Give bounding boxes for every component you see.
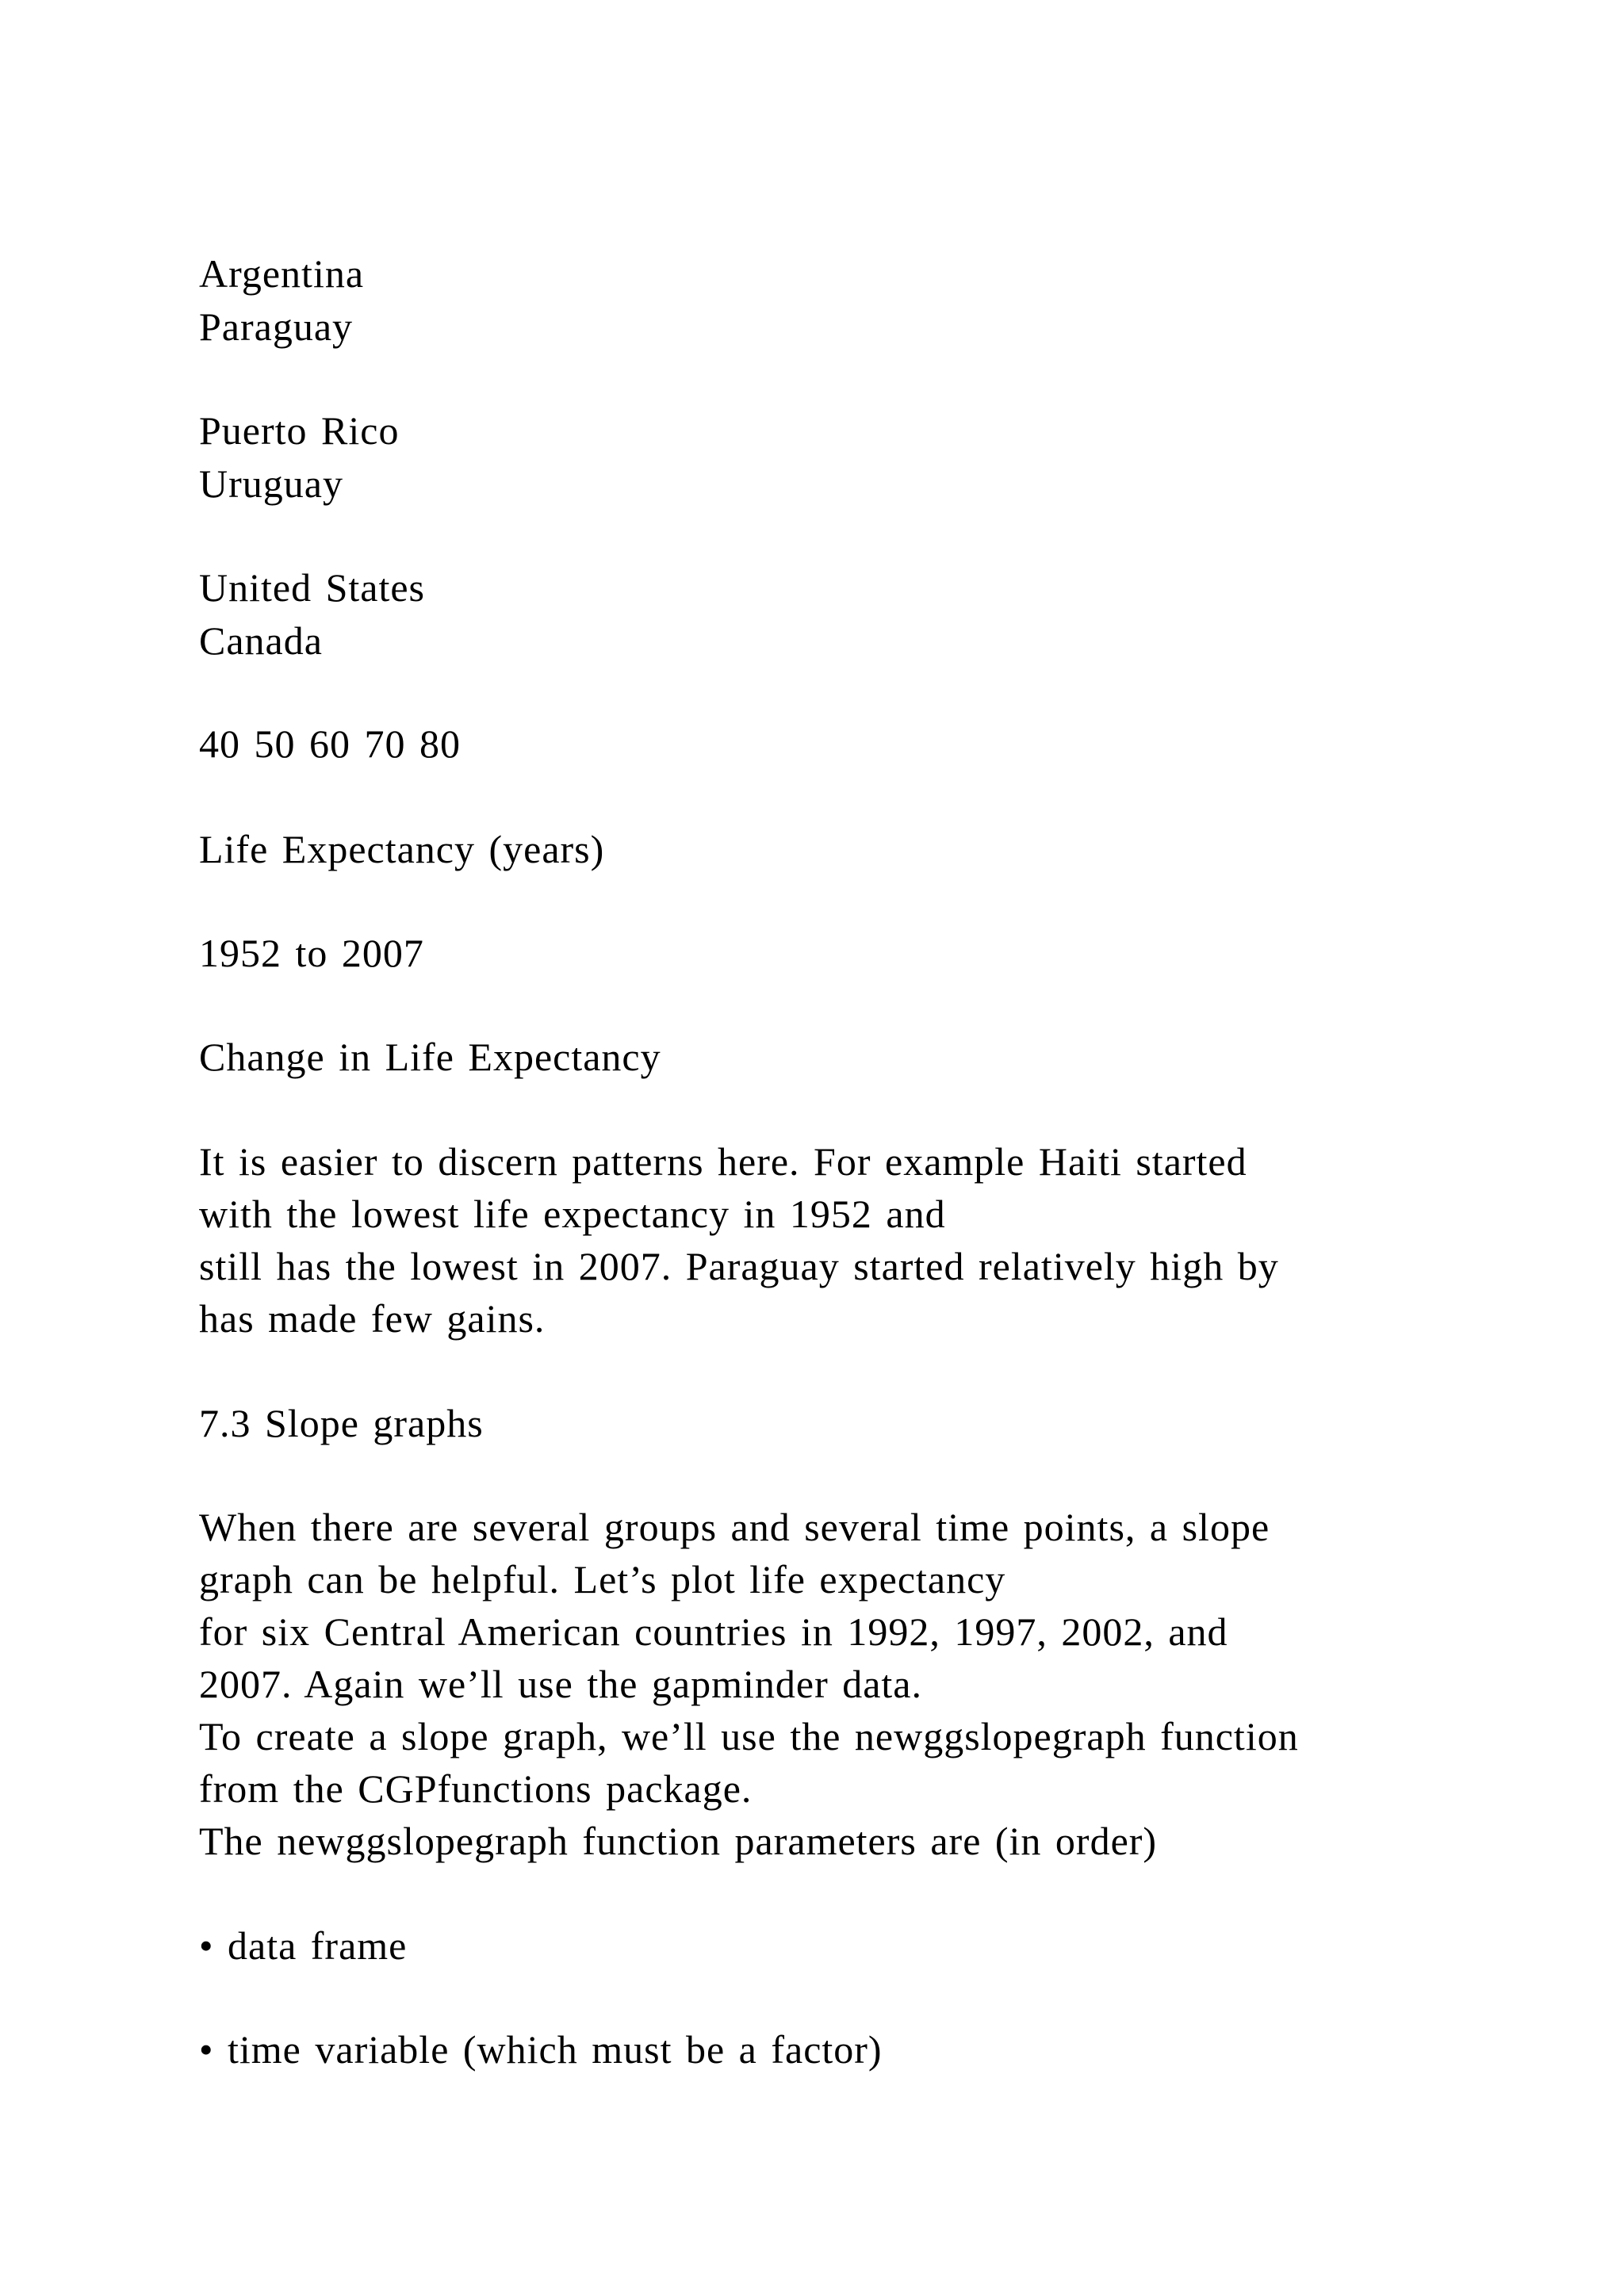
label-paraguay: Paraguay: [199, 304, 354, 349]
paragraph2-line-3: for six Central American countries in 1992, 1997, 2002, and: [199, 1609, 1228, 1654]
paragraph-line-3: still has the lowest in 2007. Paraguay started relatively high by: [199, 1244, 1279, 1288]
label-argentina: Argentina: [199, 251, 365, 296]
bullet-data-frame: • data frame: [199, 1923, 408, 1968]
label-puerto-rico: Puerto Rico: [199, 408, 400, 453]
chart-subtitle: 1952 to 2007: [199, 931, 424, 975]
label-canada: Canada: [199, 618, 323, 663]
axis-title: Life Expectancy (years): [199, 827, 605, 871]
bullet-time-variable: • time variable (which must be a factor): [199, 2027, 883, 2072]
label-uruguay: Uruguay: [199, 461, 343, 506]
paragraph-line-2: with the lowest life expectancy in 1952 and: [199, 1192, 946, 1236]
paragraph2-line-4: 2007. Again we’ll use the gapminder data.: [199, 1662, 922, 1706]
paragraph2-line-5: To create a slope graph, we’ll use the newggslopegraph function: [199, 1714, 1299, 1758]
paragraph-line-1: It is easier to discern patterns here. For example Haiti started: [199, 1139, 1247, 1184]
paragraph2-line-1: When there are several groups and several time points, a slope: [199, 1505, 1270, 1549]
paragraph-line-4: has made few gains.: [199, 1296, 546, 1341]
chart-title: Change in Life Expectancy: [199, 1035, 661, 1079]
paragraph2-line-7: The newggslopegraph function parameters are (in order): [199, 1819, 1158, 1863]
section-heading: 7.3 Slope graphs: [199, 1401, 484, 1445]
label-united-states: United States: [199, 565, 426, 610]
paragraph2-line-2: graph can be helpful. Let’s plot life expectancy: [199, 1557, 1006, 1601]
paragraph2-line-6: from the CGPfunctions package.: [199, 1766, 753, 1811]
axis-tick-labels: 40 50 60 70 80: [199, 721, 461, 766]
